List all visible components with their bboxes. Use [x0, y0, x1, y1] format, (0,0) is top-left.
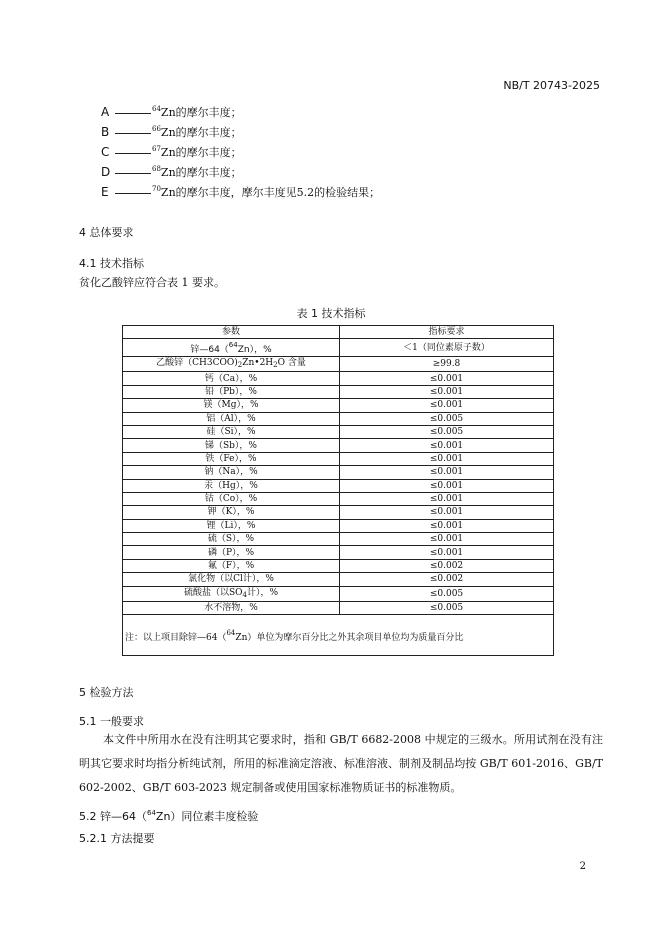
param-cell: 汞（Hg），%	[123, 479, 340, 492]
table-row	[123, 479, 554, 492]
section-4-1-intro: 贫化乙酸锌应符合表 1 要求。	[79, 276, 225, 289]
isotope-mass: 64	[152, 105, 161, 113]
param-cell: 氯化物（以Cl计），%	[123, 573, 340, 586]
isotope-mass: 66	[152, 125, 161, 133]
value-cell: ≤0.005	[340, 601, 554, 614]
param-cell: 锑（Sb），%	[123, 439, 340, 452]
dash-line	[115, 153, 151, 154]
value-cell: ≤0.001	[340, 546, 554, 559]
table-note-row	[123, 615, 554, 656]
section-5-2-1-heading: 5.2.1 方法提要	[79, 832, 155, 845]
value-cell: ≤0.001	[340, 372, 554, 385]
value-cell: ≤0.005	[340, 586, 554, 601]
definition-item	[101, 104, 242, 120]
table-header-row	[123, 326, 554, 339]
definition-text: Zn的摩尔丰度，摩尔丰度见5.2的检验结果；	[160, 186, 381, 199]
definition-text: Zn的摩尔丰度；	[160, 126, 242, 139]
table-row	[123, 385, 554, 398]
table-row	[123, 506, 554, 519]
definition-text: Zn的摩尔丰度；	[160, 106, 242, 119]
technical-indicators-table	[122, 325, 554, 656]
table-row	[123, 492, 554, 505]
section-4-heading: 4 总体要求	[79, 226, 134, 239]
param-cell: 铝（Al），%	[123, 412, 340, 425]
param-cell: 锌—64（$^{64}$Zn），%	[123, 339, 340, 357]
value-cell: ≤0.001	[340, 452, 554, 465]
table-row	[123, 573, 554, 586]
table-row	[123, 452, 554, 465]
definition-text: Zn的摩尔丰度；	[160, 146, 242, 159]
table-row	[123, 466, 554, 479]
table-note: 注：以上项目除锌—64（$^{64}$Zn）单位为摩尔百分比之外其余项目单位均为质量百分比	[123, 615, 554, 656]
value-cell: ≤0.001	[340, 506, 554, 519]
param-cell: 钾（K），%	[123, 506, 340, 519]
isotope-mass: 67	[152, 145, 161, 153]
value-cell: ≤0.001	[340, 492, 554, 505]
section-4-1-heading: 4.1 技术指标	[79, 257, 144, 270]
table-row	[123, 559, 554, 572]
table-caption: 表 1 技术指标	[296, 307, 366, 320]
dash-line	[115, 173, 151, 174]
dash-line	[115, 133, 151, 134]
value-cell: ＜1（同位素原子数）	[340, 339, 554, 357]
param-cell: 硅（Si），%	[123, 425, 340, 438]
definition-item	[101, 124, 242, 140]
value-cell: ≤0.002	[340, 573, 554, 586]
section-5-2-heading: 5.2 锌—64（$^{64}$Zn）同位素丰度检验	[79, 809, 259, 823]
page-number: 2	[579, 861, 586, 872]
value-cell: ≤0.005	[340, 412, 554, 425]
param-cell: 钙（Ca），%	[123, 372, 340, 385]
value-cell: ≤0.005	[340, 425, 554, 438]
param-cell: 硫酸盐（以$SO_4$计），%	[123, 586, 340, 601]
param-cell: 镁（Mg），%	[123, 399, 340, 412]
value-cell: ≤0.001	[340, 519, 554, 532]
section-5-1-paragraph: 本文件中所用水在没有注明其它要求时，指和 GB/T 6682-2008 中规定的三级水。所用试剂在没有注明其它要求时均指分析纯试剂，所用的标准滴定溶液、标准溶液、制剂及制品均按 GB/T 601-2016、GB/T 602-2002、GB/T 603-2023 规定制备或使用国家标准物质证书的标准物质。	[79, 733, 603, 794]
param-cell: 铁（Fe），%	[123, 452, 340, 465]
dash-line	[115, 113, 151, 114]
value-cell: ≤0.001	[340, 385, 554, 398]
param-cell: 钴（Co），%	[123, 492, 340, 505]
section-5-heading: 5 检验方法	[79, 686, 134, 699]
param-cell: 锂（Li），%	[123, 519, 340, 532]
definition-item	[101, 184, 380, 200]
variable-letter: E	[101, 185, 109, 199]
definition-item	[101, 144, 242, 160]
header-requirement: 指标要求	[340, 326, 554, 339]
param-cell: 钠（Na），%	[123, 466, 340, 479]
value-cell: ≤0.001	[340, 399, 554, 412]
table-row	[123, 412, 554, 425]
param-cell: 铅（Pb），%	[123, 385, 340, 398]
value-cell: ≤0.001	[340, 439, 554, 452]
table-row	[123, 372, 554, 385]
table-row	[123, 339, 554, 357]
definition-text: Zn的摩尔丰度；	[160, 166, 242, 179]
param-cell: 水不溶物，%	[123, 601, 340, 614]
param-cell: 硫（S），%	[123, 533, 340, 546]
table-row	[123, 601, 554, 614]
variable-letter: A	[101, 105, 110, 119]
table-row	[123, 519, 554, 532]
dash-line	[115, 193, 151, 194]
header-param: 参数	[123, 326, 340, 339]
table-row	[123, 546, 554, 559]
table-row	[123, 586, 554, 601]
isotope-mass: 70	[152, 185, 161, 193]
param-cell: 氟（F），%	[123, 559, 340, 572]
value-cell: ≤0.001	[340, 466, 554, 479]
variable-letter: D	[101, 165, 111, 179]
isotope-mass: 68	[152, 165, 161, 173]
document-code: NB/T 20743-2025	[503, 79, 600, 92]
value-cell: ≥99.8	[340, 357, 554, 372]
table-row	[123, 399, 554, 412]
table-row	[123, 533, 554, 546]
definition-item	[101, 164, 242, 180]
value-cell: ≤0.001	[340, 479, 554, 492]
param-cell: 乙酸锌$(CH3COO)_2Zn•2H_2O$ 含量	[123, 357, 340, 372]
table-row	[123, 439, 554, 452]
section-5-1-heading: 5.1 一般要求	[79, 715, 144, 728]
table-row	[123, 425, 554, 438]
value-cell: ≤0.002	[340, 559, 554, 572]
value-cell: ≤0.001	[340, 533, 554, 546]
variable-letter: C	[101, 145, 110, 159]
variable-letter: B	[101, 125, 110, 139]
param-cell: 磷（P），%	[123, 546, 340, 559]
table-row	[123, 357, 554, 372]
